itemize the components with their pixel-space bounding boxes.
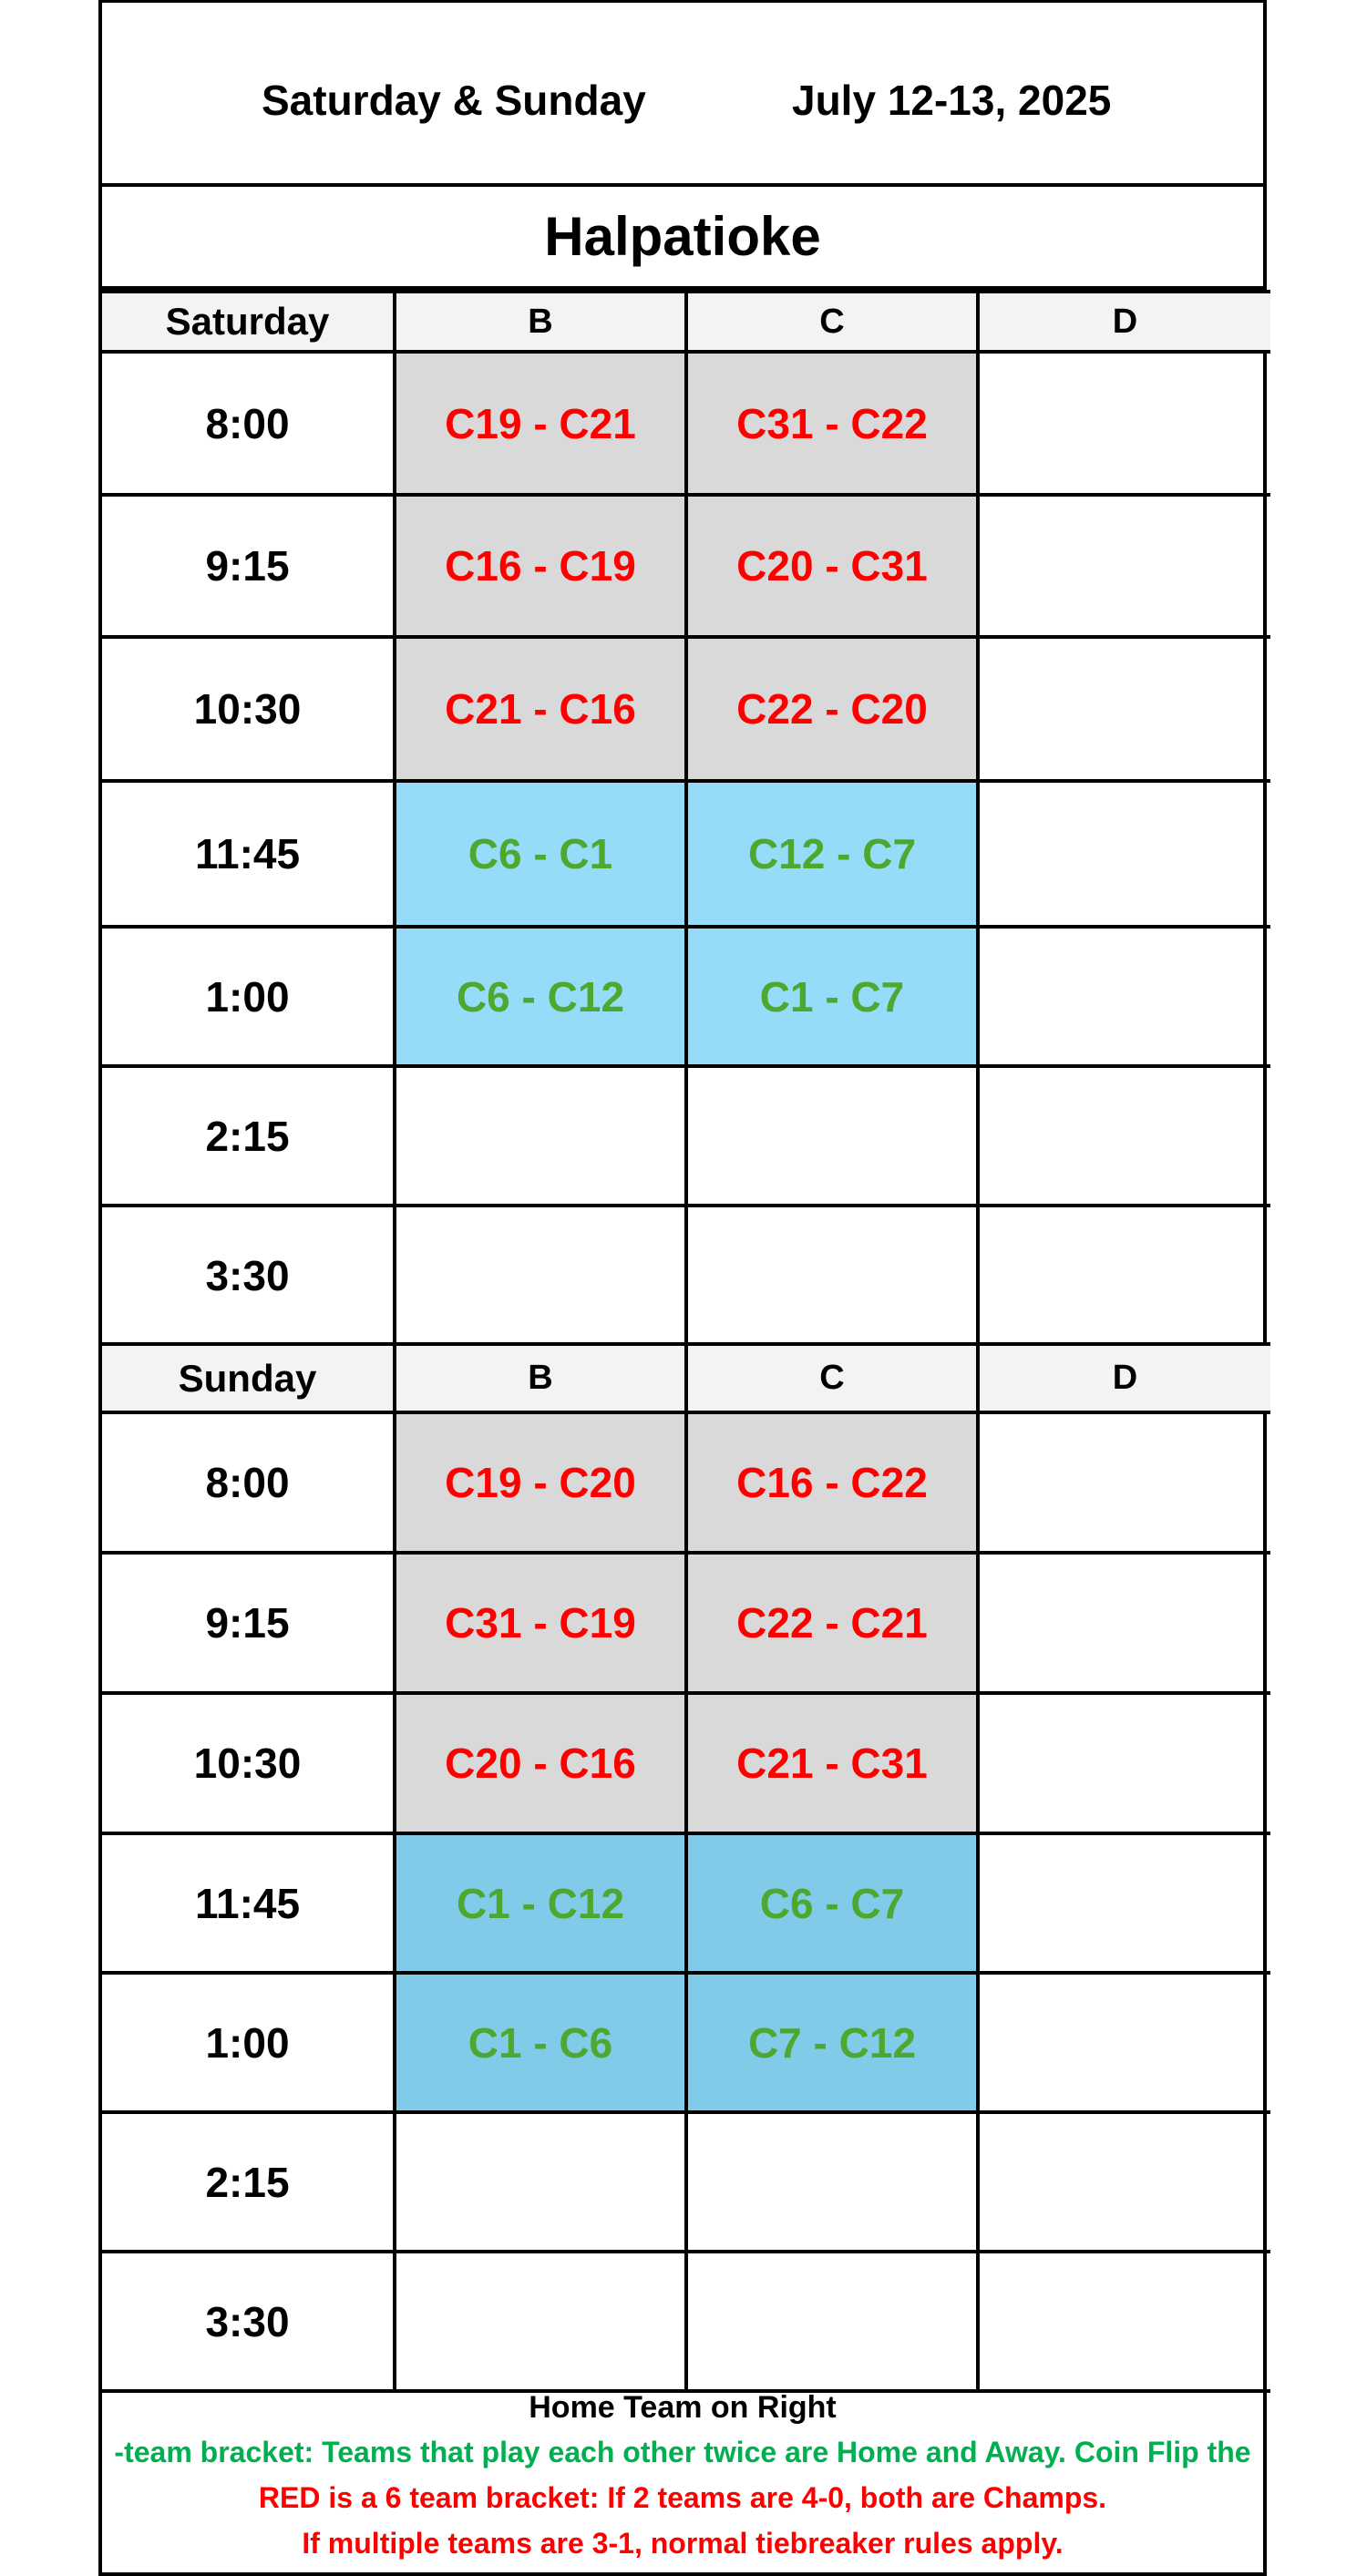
game-cell: C21 - C16 bbox=[395, 637, 686, 781]
table-row bbox=[102, 1693, 1270, 1833]
empty-cell bbox=[978, 1833, 1270, 1973]
sunday-header-row bbox=[102, 1344, 1270, 1412]
empty-cell bbox=[686, 1066, 978, 1206]
table-row bbox=[102, 927, 1270, 1066]
column-header-b: B bbox=[395, 1344, 686, 1412]
time-cell: 10:30 bbox=[102, 637, 395, 781]
game-cell: C16 - C19 bbox=[395, 495, 686, 637]
game-cell: C16 - C22 bbox=[686, 1412, 978, 1553]
table-row bbox=[102, 1412, 1270, 1553]
table-row bbox=[102, 1833, 1270, 1973]
empty-cell bbox=[978, 1553, 1270, 1693]
saturday-header-row bbox=[102, 292, 1270, 352]
green-bracket-note-text: -team bracket: Teams that play each other twice are Home and Away. Coin Flip the bbox=[114, 2436, 1251, 2468]
empty-cell bbox=[978, 1973, 1270, 2112]
empty-cell bbox=[686, 2252, 978, 2391]
time-cell: 8:00 bbox=[102, 1412, 395, 1553]
saturday-schedule-table bbox=[102, 290, 1270, 1347]
empty-cell bbox=[978, 637, 1270, 781]
empty-cell bbox=[978, 1412, 1270, 1553]
table-row bbox=[102, 1066, 1270, 1206]
time-cell: 11:45 bbox=[102, 781, 395, 927]
header-days: Saturday & Sunday bbox=[262, 77, 646, 124]
empty-cell bbox=[395, 1206, 686, 1345]
empty-cell bbox=[686, 2112, 978, 2252]
schedule-footer bbox=[102, 2381, 1263, 2572]
time-cell: 1:00 bbox=[102, 1973, 395, 2112]
game-cell: C22 - C21 bbox=[686, 1553, 978, 1693]
time-cell: 3:30 bbox=[102, 1206, 395, 1345]
table-row bbox=[102, 1553, 1270, 1693]
empty-cell bbox=[978, 927, 1270, 1066]
time-cell: 9:15 bbox=[102, 1553, 395, 1693]
game-cell: C6 - C1 bbox=[395, 781, 686, 927]
empty-cell bbox=[395, 2252, 686, 2391]
schedule-header bbox=[102, 3, 1263, 187]
time-cell: 10:30 bbox=[102, 1693, 395, 1833]
game-cell: C12 - C7 bbox=[686, 781, 978, 927]
empty-cell bbox=[978, 781, 1270, 927]
empty-cell bbox=[686, 1206, 978, 1345]
time-cell: 8:00 bbox=[102, 352, 395, 495]
time-cell: 11:45 bbox=[102, 1833, 395, 1973]
table-row bbox=[102, 637, 1270, 781]
column-header-d: D bbox=[978, 1344, 1270, 1412]
table-row bbox=[102, 781, 1270, 927]
time-cell: 9:15 bbox=[102, 495, 395, 637]
game-cell: C1 - C6 bbox=[395, 1973, 686, 2112]
empty-cell bbox=[395, 1066, 686, 1206]
table-row bbox=[102, 495, 1270, 637]
red-bracket-note: RED is a 6 team bracket: If 2 teams are 4-0, both are Champs. bbox=[258, 2481, 1107, 2514]
game-cell: C6 - C12 bbox=[395, 927, 686, 1066]
day-label-sunday: Sunday bbox=[102, 1344, 395, 1412]
home-team-note: Home Team on Right bbox=[529, 2390, 837, 2425]
game-cell: C6 - C7 bbox=[686, 1833, 978, 1973]
empty-cell bbox=[978, 495, 1270, 637]
empty-cell bbox=[978, 1066, 1270, 1206]
empty-cell bbox=[978, 352, 1270, 495]
table-row bbox=[102, 2112, 1270, 2252]
time-cell: 3:30 bbox=[102, 2252, 395, 2391]
table-row bbox=[102, 352, 1270, 495]
time-cell: 2:15 bbox=[102, 2112, 395, 2252]
table-row bbox=[102, 1973, 1270, 2112]
game-cell: C21 - C31 bbox=[686, 1693, 978, 1833]
column-header-c: C bbox=[686, 1344, 978, 1412]
empty-cell bbox=[395, 2112, 686, 2252]
empty-cell bbox=[978, 1693, 1270, 1833]
site-title: Halpatioke bbox=[102, 187, 1263, 290]
game-cell: C22 - C20 bbox=[686, 637, 978, 781]
empty-cell bbox=[978, 2112, 1270, 2252]
game-cell: C20 - C16 bbox=[395, 1693, 686, 1833]
empty-cell bbox=[978, 1206, 1270, 1345]
game-cell: C19 - C21 bbox=[395, 352, 686, 495]
column-header-d: D bbox=[978, 292, 1270, 352]
day-label-saturday: Saturday bbox=[102, 292, 395, 352]
green-bracket-note bbox=[102, 2436, 1263, 2469]
game-cell: C31 - C19 bbox=[395, 1553, 686, 1693]
time-cell: 2:15 bbox=[102, 1066, 395, 1206]
game-cell: C20 - C31 bbox=[686, 495, 978, 637]
time-cell: 1:00 bbox=[102, 927, 395, 1066]
schedule-sheet bbox=[98, 0, 1267, 2576]
game-cell: C7 - C12 bbox=[686, 1973, 978, 2112]
game-cell: C19 - C20 bbox=[395, 1412, 686, 1553]
sunday-schedule-table bbox=[102, 1342, 1270, 2393]
table-row bbox=[102, 2252, 1270, 2391]
header-dates: July 12-13, 2025 bbox=[792, 77, 1112, 124]
table-row bbox=[102, 1206, 1270, 1345]
empty-cell bbox=[978, 2252, 1270, 2391]
column-header-b: B bbox=[395, 292, 686, 352]
game-cell: C1 - C12 bbox=[395, 1833, 686, 1973]
game-cell: C31 - C22 bbox=[686, 352, 978, 495]
column-header-c: C bbox=[686, 292, 978, 352]
game-cell: C1 - C7 bbox=[686, 927, 978, 1066]
tiebreaker-note: If multiple teams are 3-1, normal tiebreaker rules apply. bbox=[302, 2527, 1064, 2560]
